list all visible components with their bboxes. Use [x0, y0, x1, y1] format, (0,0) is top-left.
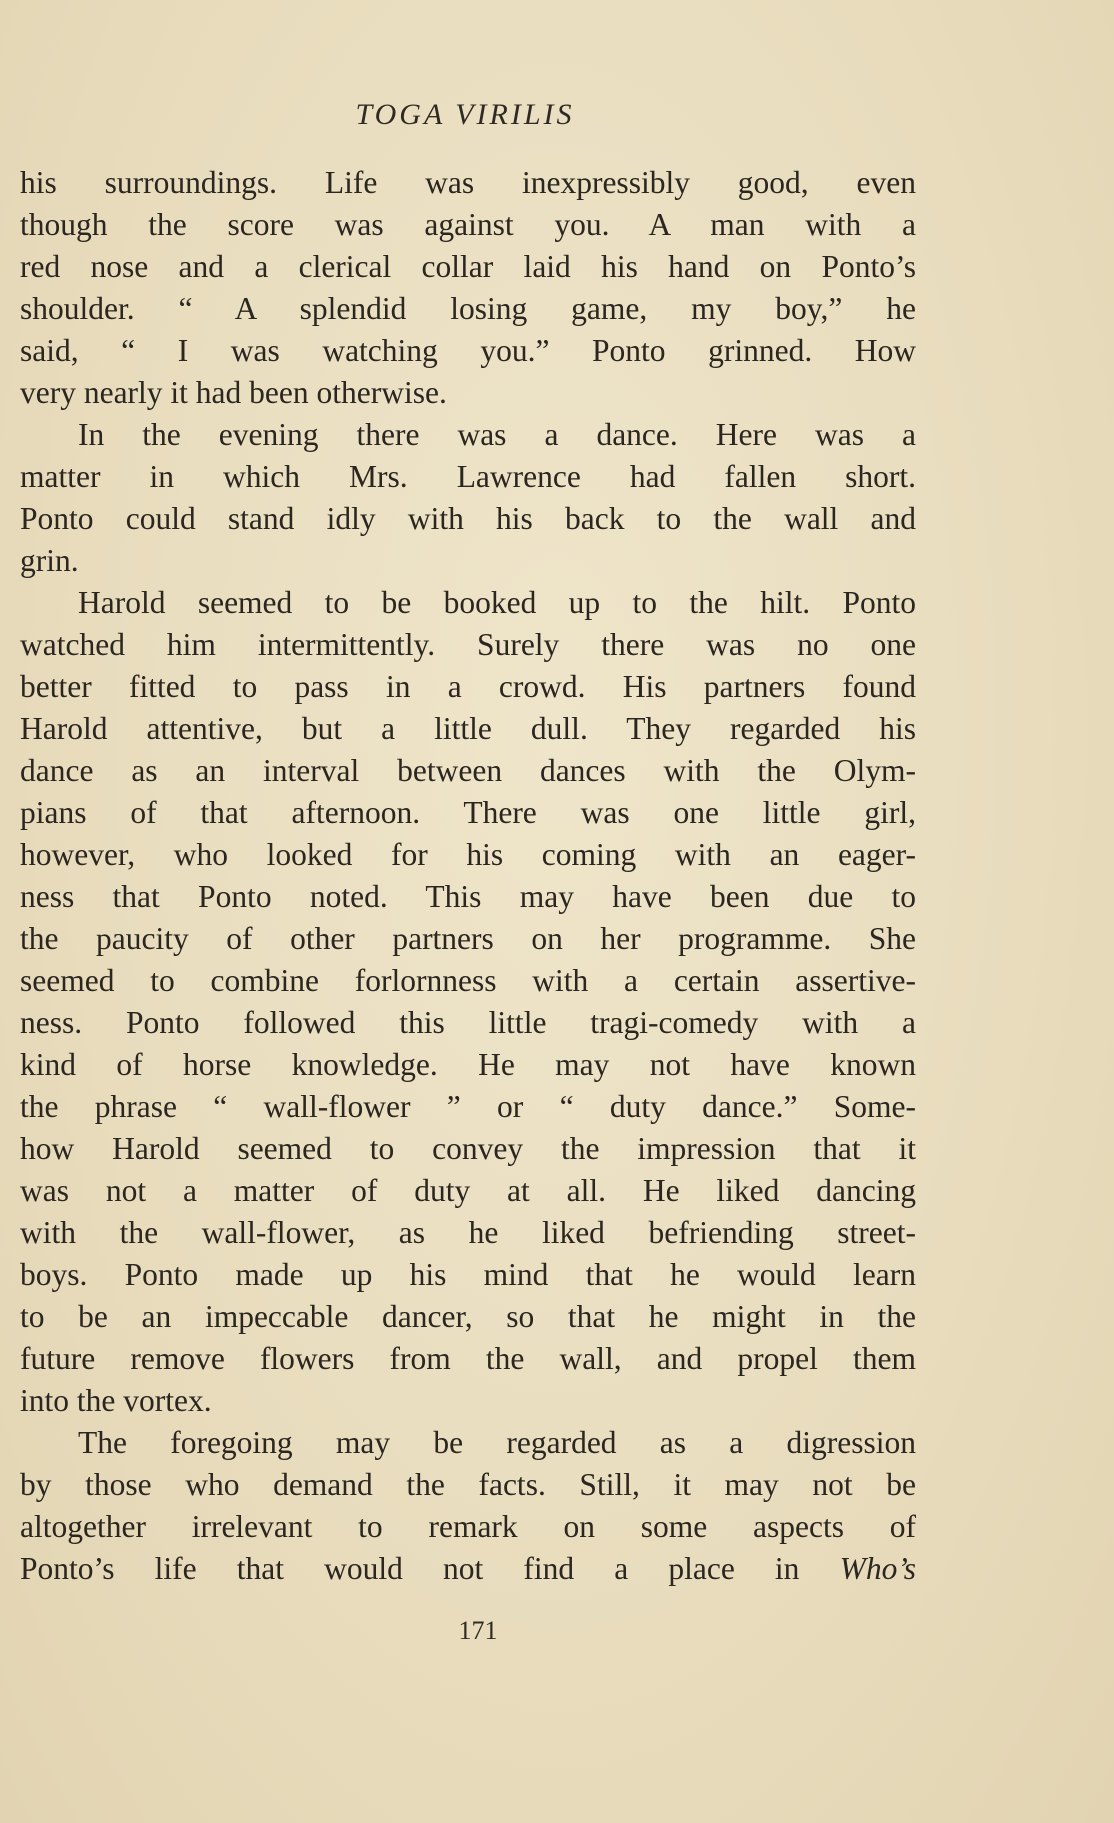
text-line — [20, 1380, 916, 1422]
text-line — [20, 1338, 916, 1380]
text-line — [20, 456, 916, 498]
text-line-content: the phrase “ wall-flower ” or “ duty dance.” Some- — [20, 1089, 916, 1124]
text-line — [20, 1212, 916, 1254]
text-line-content: however, who looked for his coming with an eager- — [20, 837, 916, 872]
text-line-content: Harold attentive, but a little dull. They regarded his — [20, 711, 916, 746]
text-line — [20, 1170, 916, 1212]
text-line — [20, 876, 916, 918]
text-line — [20, 834, 916, 876]
text-line — [20, 1296, 916, 1338]
text-line-content: how Harold seemed to convey the impression that it — [20, 1131, 916, 1166]
text-line — [20, 1254, 916, 1296]
text-line-content: watched him intermittently. Surely there was no one — [20, 627, 916, 662]
text-line-content: seemed to combine forlornness with a certain assertive- — [20, 963, 916, 998]
text-line — [20, 960, 916, 1002]
text-line-content: was not a matter of duty at all. He liked dancing — [20, 1173, 916, 1208]
text-line-content: ness. Ponto followed this little tragi-comedy with a — [20, 1005, 916, 1040]
text-line-content: said, “ I was watching you.” Ponto grinned. How — [20, 333, 916, 368]
text-line-content: better fitted to pass in a crowd. His partners found — [20, 669, 916, 704]
text-line — [20, 792, 916, 834]
text-line-content: grin. — [20, 543, 79, 578]
text-line — [20, 1002, 916, 1044]
text-line-content: shoulder. “ A splendid losing game, my boy,” he — [20, 291, 916, 326]
text-line-content: Ponto could stand idly with his back to the wall and — [20, 501, 916, 536]
text-line-content: Harold seemed to be booked up to the hilt. Ponto — [78, 585, 916, 620]
italic-title: Who’s — [839, 1551, 917, 1586]
text-line — [20, 582, 916, 624]
text-line — [20, 918, 916, 960]
text-line-content: altogether irrelevant to remark on some aspects of — [20, 1509, 916, 1544]
text-line-content: his surroundings. Life was inexpressibly good, even — [20, 165, 916, 200]
text-line — [20, 708, 916, 750]
text-line-content: future remove flowers from the wall, and propel them — [20, 1341, 916, 1376]
text-line-content: into the vortex. — [20, 1383, 212, 1418]
text-line — [20, 1506, 916, 1548]
text-line-content: matter in which Mrs. Lawrence had fallen short. — [20, 459, 916, 494]
text-line-content: to be an impeccable dancer, so that he might in the — [20, 1299, 916, 1334]
text-line — [20, 750, 916, 792]
text-line-content: ness that Ponto noted. This may have been due to — [20, 879, 916, 914]
text-line-content: red nose and a clerical collar laid his hand on Ponto’s — [20, 249, 916, 284]
body-text — [20, 162, 916, 1590]
text-line — [20, 330, 916, 372]
text-line-content: kind of horse knowledge. He may not have known — [20, 1047, 916, 1082]
text-line — [20, 288, 916, 330]
text-line — [20, 414, 916, 456]
text-line — [20, 204, 916, 246]
text-line — [20, 498, 916, 540]
text-line-content: very nearly it had been otherwise. — [20, 375, 447, 410]
text-line-content: Ponto’s life that would not find a place in — [20, 1551, 800, 1586]
text-line — [20, 540, 916, 582]
text-line — [20, 1548, 916, 1590]
text-line — [20, 666, 916, 708]
text-line — [20, 1086, 916, 1128]
running-head: TOGA VIRILIS — [355, 98, 575, 131]
text-line-content: the paucity of other partners on her programme. She — [20, 921, 916, 956]
text-line-content: by those who demand the facts. Still, it may not be — [20, 1467, 916, 1502]
text-line — [20, 1044, 916, 1086]
text-line-content: pians of that afternoon. There was one little girl, — [20, 795, 916, 830]
text-line — [20, 1422, 916, 1464]
text-line-content: boys. Ponto made up his mind that he would learn — [20, 1257, 916, 1292]
page-number: 171 — [458, 1616, 498, 1645]
text-line — [20, 1464, 916, 1506]
text-line — [20, 162, 916, 204]
text-line — [20, 246, 916, 288]
text-line-content: dance as an interval between dances with the Olym- — [20, 753, 916, 788]
text-line-content: with the wall-flower, as he liked befriending street- — [20, 1215, 916, 1250]
text-line — [20, 1128, 916, 1170]
text-line-content: though the score was against you. A man with a — [20, 207, 916, 242]
text-line — [20, 624, 916, 666]
text-line — [20, 372, 916, 414]
text-line-content: The foregoing may be regarded as a digression — [78, 1425, 916, 1460]
text-line-content: In the evening there was a dance. Here was a — [78, 417, 916, 452]
